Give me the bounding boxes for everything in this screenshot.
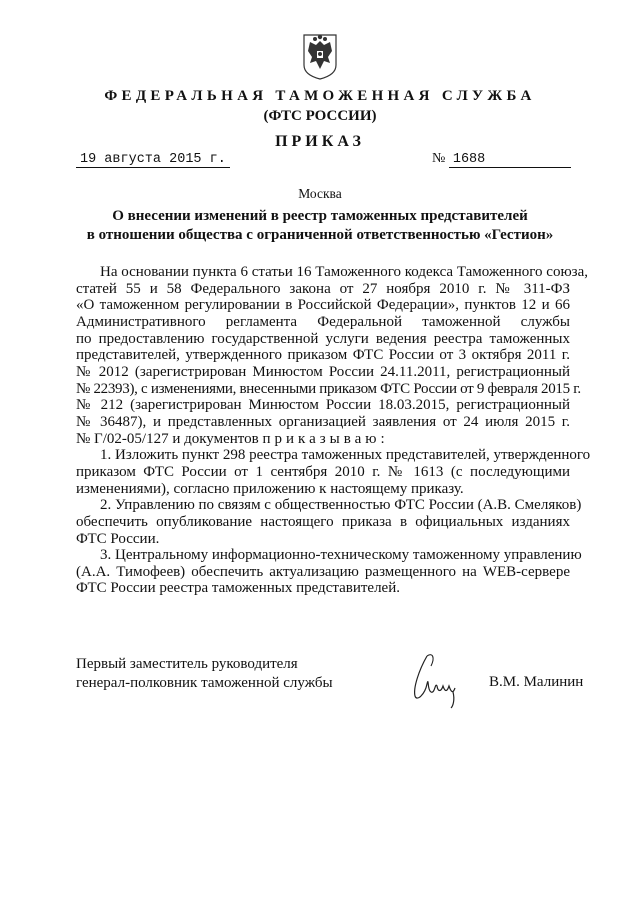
document-type: ПРИКАЗ bbox=[275, 133, 365, 150]
signer-title bbox=[76, 655, 333, 693]
item-3 bbox=[76, 547, 582, 597]
text-line: № 22393), с изменениями, внесенными приказом ФТС России от 9 февраля 2015 г. bbox=[76, 380, 581, 397]
signer-title-line: Первый заместитель руководителя bbox=[76, 656, 298, 672]
text-line: На основании пункта 6 статьи 16 Таможенного кодекса Таможенного союза, bbox=[100, 264, 588, 280]
text-line: ФТС России реестра таможенных представителей. bbox=[76, 580, 400, 597]
handwritten-signature bbox=[405, 650, 475, 710]
coat-of-arms-emblem bbox=[302, 33, 338, 81]
document-number-field bbox=[432, 151, 571, 168]
organization-name: ФЕДЕРАЛЬНАЯ ТАМОЖЕННАЯ СЛУЖБА bbox=[104, 88, 536, 104]
text-line: 3. Центральному информационно-техническому таможенному управлению bbox=[100, 547, 582, 564]
heading-line: в отношении общества с ограниченной ответственностью «Гестион» bbox=[86, 226, 554, 243]
text-line: Административного регламента Федеральной таможенной службы bbox=[76, 313, 570, 330]
text-line: статей 55 и 58 Федерального закона от 27 ноября 2010 г. № 311-ФЗ bbox=[76, 280, 570, 297]
text-line: 1. Изложить пункт 298 реестра таможенных представителей, утвержденного bbox=[100, 447, 591, 464]
text-line: изменениями), согласно приложению к настоящему приказу. bbox=[76, 480, 464, 497]
text-line: (А.А. Тимофеев) обеспечить актуализацию размещенного на WEB-сервере bbox=[76, 563, 570, 580]
text-line: приказом ФТС России от 1 сентября 2010 г. № 1613 (с последующими bbox=[76, 463, 570, 480]
number-label: № bbox=[432, 151, 446, 166]
text-line: обеспечить опубликование настоящего приказа в официальных изданиях bbox=[76, 513, 570, 530]
preamble-paragraph bbox=[76, 264, 588, 447]
organization-short-name: (ФТС РОССИИ) bbox=[263, 108, 377, 124]
text-line: 2. Управлению по связям с общественностью ФТС России (А.В. Смеляков) bbox=[100, 497, 582, 514]
document-heading bbox=[0, 207, 640, 244]
text-line: «О таможенном регулировании в Российской Федерации», пунктов 12 и 66 bbox=[76, 297, 570, 314]
item-1 bbox=[76, 447, 591, 497]
text-line: ФТС России. bbox=[76, 530, 160, 547]
heading-line: О внесении изменений в реестр таможенных представителей bbox=[112, 208, 528, 224]
order-word: приказываю: bbox=[262, 430, 389, 447]
text-line bbox=[76, 431, 570, 448]
text-line: № 36487), и представленных организацией заявления от 24 июля 2015 г. bbox=[76, 413, 570, 430]
city: Москва bbox=[298, 186, 342, 201]
document-date: 19 августа 2015 г. bbox=[76, 152, 230, 168]
item-2 bbox=[76, 497, 582, 547]
text-line: по предоставлению государственной услуги ведения реестра таможенных bbox=[76, 330, 570, 347]
text-line: № 2012 (зарегистрирован Минюстом России 24.11.2011, регистрационный bbox=[76, 363, 570, 380]
signer-name: В.М. Малинин bbox=[489, 674, 584, 690]
document-number: 1688 bbox=[449, 152, 571, 168]
signer-title-line: генерал-полковник таможенной службы bbox=[76, 675, 333, 691]
text-fragment: № Г/02-05/127 и документов bbox=[76, 430, 263, 447]
text-line: № 212 (зарегистрирован Минюстом России 18.03.2015, регистрационный bbox=[76, 397, 570, 414]
text-line: представителей, утвержденного приказом ФТС России от 3 октября 2011 г. bbox=[76, 347, 570, 364]
document-body bbox=[76, 264, 591, 597]
